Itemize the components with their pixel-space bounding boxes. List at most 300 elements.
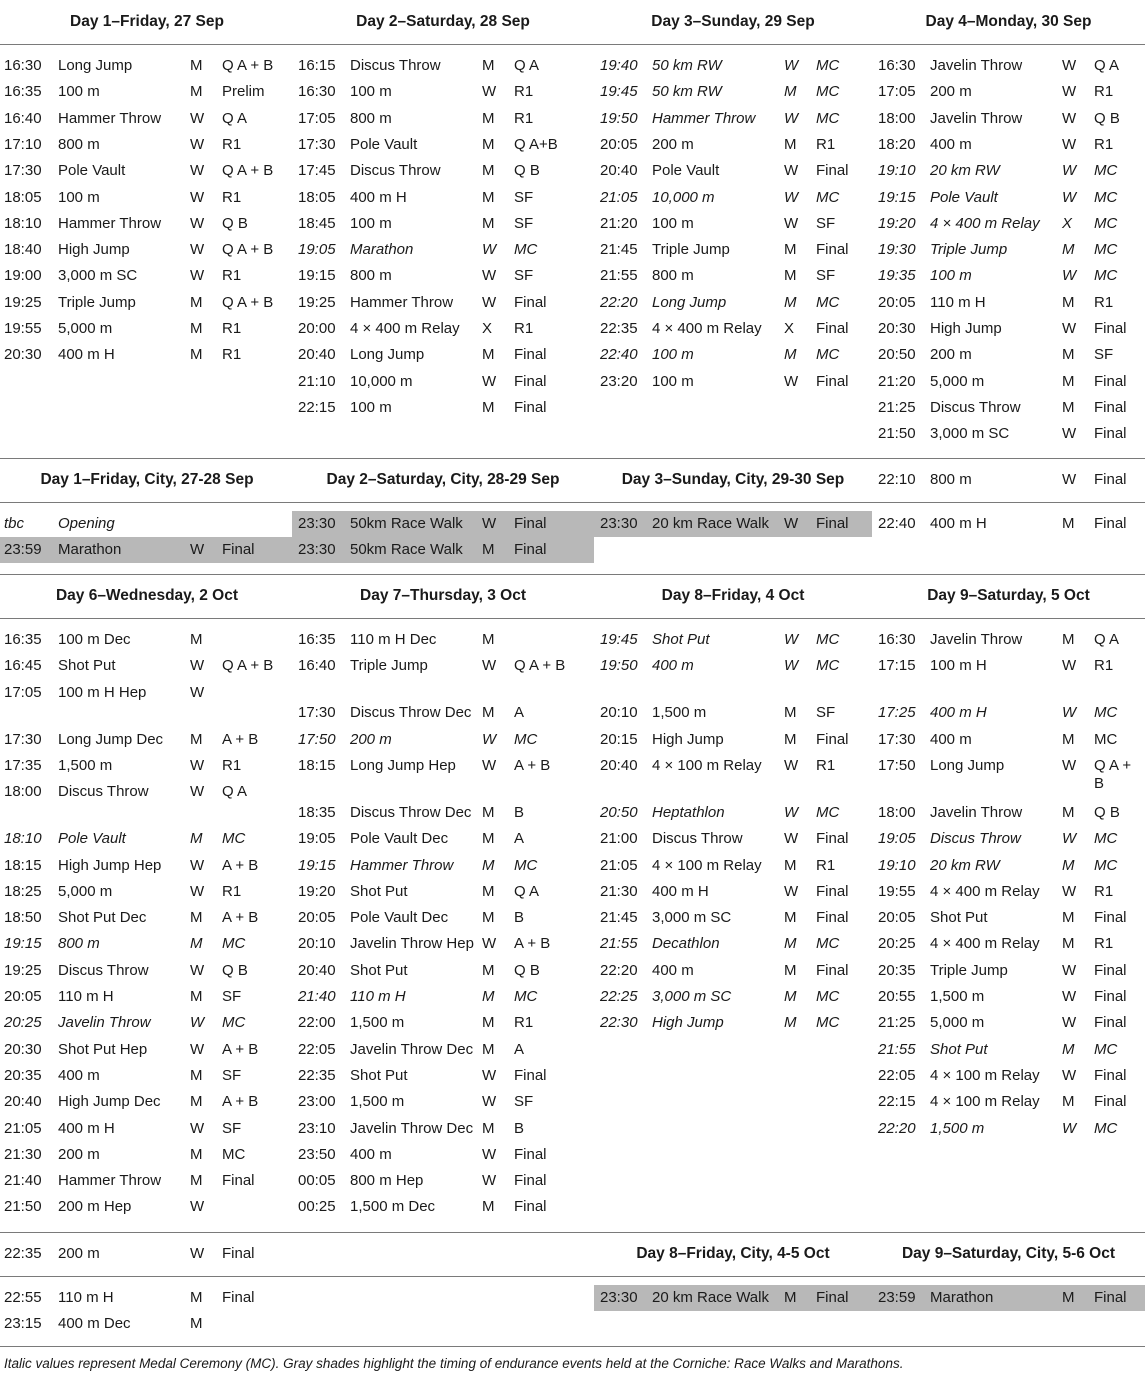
round-cell: R1: [222, 756, 242, 774]
round-cell: MC: [816, 935, 840, 953]
round-cell: B: [514, 803, 525, 821]
gender-cell: M: [784, 346, 797, 364]
time-cell: 20:30: [4, 346, 42, 364]
time-cell: 22:35: [600, 320, 638, 337]
event-cell: Pole Vault: [930, 188, 998, 206]
time-cell: tbc: [4, 515, 25, 532]
table-row: [292, 342, 594, 368]
rule-line: [0, 1346, 1145, 1347]
round-cell: MC: [816, 57, 840, 74]
time-cell: 23:10: [298, 1119, 336, 1137]
day-header: Day 3–Sunday, City, 29-30 Sep: [621, 471, 845, 488]
event-cell: 400 m: [350, 1145, 392, 1163]
table-row: [0, 1116, 294, 1142]
table-row: [292, 958, 594, 984]
gender-cell: W: [190, 1119, 205, 1137]
time-cell: 19:25: [4, 293, 42, 311]
gender-cell: W: [1062, 57, 1077, 74]
time-cell: 16:35: [4, 83, 42, 101]
time-cell: 21:55: [600, 935, 638, 953]
event-cell: Marathon: [58, 541, 122, 559]
time-cell: 19:05: [298, 830, 336, 848]
event-cell: 100 m Dec: [58, 631, 131, 648]
round-cell: SF: [514, 214, 534, 232]
table-row: [0, 316, 294, 342]
table-row: [594, 342, 872, 368]
round-cell: SF: [816, 704, 836, 722]
event-cell: Hammer Throw: [58, 109, 162, 127]
time-cell: 20:50: [600, 803, 638, 821]
gender-cell: M: [190, 320, 203, 337]
gender-cell: W: [482, 657, 497, 675]
table-row: [0, 958, 294, 984]
table-row: [292, 237, 594, 263]
gender-cell: M: [190, 909, 203, 927]
event-cell: 1,500 m: [930, 988, 985, 1005]
event-cell: Shot Put: [58, 657, 116, 675]
day-header: Day 9–Saturday, City, 5-6 Oct: [901, 1245, 1116, 1262]
gender-cell: W: [1062, 1066, 1077, 1084]
gender-cell: W: [190, 783, 205, 801]
gender-cell: W: [1062, 162, 1077, 180]
gender-cell: M: [1062, 803, 1075, 821]
gender-cell: M: [190, 346, 203, 364]
table-row: [292, 1037, 594, 1063]
round-cell: R1: [222, 882, 242, 900]
gender-cell: M: [482, 909, 495, 927]
table-row: [0, 1089, 294, 1115]
gender-cell: M: [482, 1040, 495, 1058]
time-cell: 16:30: [298, 83, 336, 101]
event-cell: Pole Vault: [58, 830, 126, 848]
event-cell: 3,000 m SC: [652, 909, 732, 927]
time-cell: 21:25: [878, 398, 916, 416]
gender-cell: W: [482, 730, 497, 748]
table-row: [292, 1168, 594, 1194]
round-cell: SF: [222, 1119, 242, 1137]
event-cell: Javelin Throw: [58, 1014, 151, 1032]
gender-cell: W: [190, 241, 205, 259]
round-cell: Q B: [1094, 803, 1120, 821]
gender-cell: W: [1062, 471, 1077, 488]
table-row: [292, 1194, 594, 1220]
time-cell: 17:45: [298, 162, 336, 180]
gender-cell: W: [1062, 135, 1077, 153]
round-cell: B: [514, 909, 525, 927]
round-cell: Q A + B: [222, 57, 274, 74]
round-cell: R1: [816, 756, 836, 774]
time-cell: 21:55: [600, 267, 638, 285]
table-row: [594, 653, 872, 700]
event-cell: Discus Throw: [58, 961, 149, 979]
gender-cell: M: [1062, 631, 1075, 648]
table-row: [0, 879, 294, 905]
table-row: [0, 185, 294, 211]
time-cell: 20:15: [600, 730, 638, 748]
round-cell: MC: [222, 830, 246, 848]
round-cell: R1: [1094, 135, 1114, 153]
table-row: [594, 853, 872, 879]
gender-cell: M: [1062, 909, 1075, 927]
time-cell: 20:10: [298, 935, 336, 953]
event-cell: 200 m: [58, 1145, 100, 1163]
round-cell: Final: [816, 320, 849, 337]
time-cell: 20:25: [4, 1014, 42, 1032]
gender-cell: W: [784, 188, 799, 206]
gender-cell: W: [482, 935, 497, 953]
gender-cell: M: [190, 1289, 203, 1306]
round-cell: Final: [514, 1198, 547, 1216]
round-cell: Final: [816, 1289, 849, 1306]
table-row: [0, 779, 294, 826]
time-cell: 21:50: [4, 1198, 42, 1216]
gender-cell: M: [190, 935, 203, 953]
time-cell: 19:15: [878, 188, 916, 206]
round-cell: Final: [816, 241, 849, 259]
gender-cell: W: [784, 657, 799, 675]
round-cell: MC: [816, 346, 840, 364]
table-row: [594, 1285, 872, 1311]
gender-cell: M: [1062, 1093, 1075, 1111]
table-row: [0, 905, 294, 931]
round-cell: A + B: [222, 909, 259, 927]
round-cell: R1: [514, 1014, 534, 1032]
round-cell: R1: [816, 856, 836, 874]
event-cell: Shot Put: [930, 1040, 988, 1058]
event-cell: 4 × 100 m Relay: [930, 1093, 1040, 1111]
round-cell: Q A: [1094, 57, 1120, 74]
table-row: [872, 879, 1145, 905]
round-cell: Q A: [514, 882, 540, 900]
table-row: [872, 1089, 1145, 1115]
time-cell: 23:30: [298, 515, 336, 532]
event-cell: Shot Put: [350, 882, 408, 900]
time-cell: 20:10: [600, 704, 638, 722]
event-cell: 400 m: [930, 730, 972, 748]
event-cell: 100 m: [652, 372, 694, 390]
event-cell: 3,000 m SC: [930, 425, 1010, 443]
table-row: [0, 132, 294, 158]
table-row: [872, 1010, 1145, 1036]
gender-cell: W: [190, 1245, 205, 1262]
gender-cell: W: [190, 657, 205, 675]
event-cell: 10,000 m: [652, 188, 715, 206]
round-cell: R1: [1094, 657, 1114, 675]
event-cell: 400 m H: [58, 1119, 115, 1137]
round-cell: MC: [1094, 241, 1118, 259]
event-cell: 100 m: [652, 214, 694, 232]
table-row: [292, 1142, 594, 1168]
table-row: [872, 316, 1145, 342]
rule-line: [0, 574, 1145, 575]
gender-cell: M: [784, 241, 797, 259]
time-cell: 17:30: [4, 162, 42, 180]
event-cell: 4 × 100 m Relay: [652, 756, 762, 774]
table-row: [594, 627, 872, 653]
gender-cell: M: [190, 1315, 203, 1333]
round-cell: MC: [816, 188, 840, 206]
table-row: [872, 905, 1145, 931]
round-cell: Q A + B: [1094, 756, 1132, 792]
gender-cell: M: [482, 830, 495, 848]
round-cell: Final: [1094, 1093, 1127, 1111]
gender-cell: M: [482, 803, 495, 821]
table-row: [292, 369, 594, 395]
table-row: [872, 1285, 1145, 1311]
table-row: [292, 627, 594, 653]
rule-line: [0, 44, 1145, 45]
event-cell: 800 m: [58, 935, 100, 953]
time-cell: 16:15: [298, 57, 336, 74]
gender-cell: M: [784, 1289, 797, 1306]
event-cell: Hammer Throw: [58, 214, 162, 232]
table-row: [292, 290, 594, 316]
round-cell: MC: [1094, 188, 1118, 206]
time-cell: 22:15: [878, 1093, 916, 1111]
table-row: [594, 79, 872, 105]
table-row: [594, 53, 872, 79]
gender-cell: M: [1062, 372, 1075, 390]
gender-cell: W: [482, 515, 497, 532]
table-row: [872, 106, 1145, 132]
round-cell: Final: [816, 961, 849, 979]
time-cell: 00:05: [298, 1172, 336, 1190]
event-cell: Decathlon: [652, 935, 720, 953]
gender-cell: W: [1062, 267, 1077, 285]
round-cell: R1: [222, 320, 242, 337]
round-cell: Final: [816, 882, 849, 900]
gender-cell: M: [784, 1014, 797, 1032]
round-cell: Final: [514, 1066, 547, 1084]
gender-cell: W: [784, 830, 799, 848]
gender-cell: M: [190, 1145, 203, 1163]
gender-cell: M: [1062, 730, 1075, 748]
gender-cell: W: [1062, 961, 1077, 979]
round-cell: Final: [1094, 961, 1127, 979]
round-cell: Q A + B: [222, 293, 274, 311]
event-cell: 100 m: [350, 83, 392, 101]
gender-cell: W: [482, 1066, 497, 1084]
round-cell: Final: [1094, 320, 1127, 337]
event-cell: 400 m: [652, 961, 694, 979]
time-cell: 18:15: [298, 756, 336, 774]
table-row: [872, 1037, 1145, 1063]
gender-cell: M: [1062, 935, 1075, 953]
gender-cell: M: [482, 988, 495, 1005]
round-cell: R1: [222, 346, 242, 364]
event-cell: 110 m H: [930, 293, 986, 311]
gender-cell: M: [784, 704, 797, 722]
event-cell: 20 km RW: [930, 856, 1000, 874]
time-cell: 18:00: [878, 803, 916, 821]
event-cell: 5,000 m: [930, 372, 985, 390]
time-cell: 19:55: [4, 320, 42, 337]
table-row: [872, 1063, 1145, 1089]
round-cell: A + B: [222, 1093, 259, 1111]
table-row: [872, 800, 1145, 826]
table-row: [292, 879, 594, 905]
time-cell: 22:30: [600, 1014, 638, 1032]
table-row: [292, 79, 594, 105]
event-cell: Discus Throw Dec: [350, 704, 472, 722]
time-cell: 20:05: [878, 909, 916, 927]
table-row: [872, 79, 1145, 105]
time-cell: 19:50: [600, 109, 638, 127]
gender-cell: M: [784, 988, 797, 1005]
round-cell: MC: [816, 803, 840, 821]
time-cell: 17:05: [298, 109, 336, 127]
time-cell: 21:40: [4, 1172, 42, 1190]
time-cell: 00:25: [298, 1198, 336, 1216]
time-cell: 18:15: [4, 856, 42, 874]
gender-cell: W: [1062, 83, 1077, 101]
table-row: [872, 290, 1145, 316]
time-cell: 21:30: [600, 882, 638, 900]
round-cell: MC: [1094, 730, 1118, 748]
round-cell: R1: [222, 135, 242, 153]
table-row: [292, 853, 594, 879]
event-cell: 20 km RW: [930, 162, 1000, 180]
table-row: [594, 727, 872, 753]
event-cell: Discus Throw: [58, 783, 149, 801]
time-cell: 21:00: [600, 830, 638, 848]
time-cell: 19:05: [878, 830, 916, 848]
time-cell: 19:55: [878, 882, 916, 900]
rule-line: [0, 1232, 1145, 1233]
round-cell: Final: [514, 515, 547, 532]
round-cell: MC: [514, 856, 538, 874]
time-cell: 19:40: [600, 57, 638, 74]
gender-cell: W: [784, 214, 799, 232]
table-row: [292, 653, 594, 700]
time-cell: 22:15: [298, 398, 336, 416]
day-header: Day 1–Friday, City, 27-28 Sep: [40, 471, 254, 488]
gender-cell: M: [1062, 856, 1075, 874]
round-cell: SF: [514, 1093, 534, 1111]
event-cell: Javelin Throw Dec: [350, 1119, 474, 1137]
table-row: [0, 1142, 294, 1168]
round-cell: R1: [1094, 882, 1114, 900]
table-row: [0, 79, 294, 105]
time-cell: 21:05: [4, 1119, 42, 1137]
time-cell: 22:05: [298, 1040, 336, 1058]
event-cell: 400 m: [58, 1066, 100, 1084]
event-cell: Shot Put: [350, 961, 408, 979]
round-cell: A + B: [514, 756, 551, 774]
round-cell: Final: [1094, 372, 1127, 390]
table-row: [594, 984, 872, 1010]
table-row: [0, 1168, 294, 1194]
event-cell: 110 m H: [350, 988, 406, 1005]
gender-cell: M: [190, 83, 203, 101]
gender-cell: W: [190, 1014, 205, 1032]
time-cell: 21:10: [298, 372, 336, 390]
gender-cell: W: [1062, 830, 1077, 848]
gender-cell: M: [1062, 1289, 1075, 1306]
gender-cell: W: [1062, 188, 1077, 206]
gender-cell: M: [1062, 293, 1075, 311]
event-cell: Hammer Throw: [652, 109, 756, 127]
event-cell: 800 m: [652, 267, 694, 285]
round-cell: R1: [1094, 935, 1114, 953]
gender-cell: W: [784, 109, 799, 127]
table-row: [594, 826, 872, 852]
time-cell: 23:30: [298, 541, 336, 559]
time-cell: 21:20: [600, 214, 638, 232]
event-cell: 1,500 m: [930, 1119, 985, 1137]
round-cell: Final: [816, 830, 849, 848]
event-cell: 100 m H: [930, 657, 987, 675]
event-cell: High Jump Hep: [58, 856, 162, 874]
round-cell: SF: [514, 188, 534, 206]
time-cell: 17:50: [298, 730, 336, 748]
gender-cell: M: [482, 704, 495, 722]
round-cell: Q A: [222, 783, 248, 801]
table-row: [0, 237, 294, 263]
time-cell: 23:50: [298, 1145, 336, 1163]
gender-cell: W: [1062, 756, 1077, 774]
round-cell: Final: [514, 372, 547, 390]
time-cell: 21:20: [878, 372, 916, 390]
round-cell: Final: [222, 1289, 255, 1306]
round-cell: MC: [1094, 214, 1118, 232]
table-row: [872, 369, 1145, 395]
event-cell: Shot Put: [350, 1066, 408, 1084]
event-cell: Triple Jump: [652, 241, 730, 259]
table-row: [594, 931, 872, 957]
table-row: [0, 290, 294, 316]
table-row: [594, 753, 872, 800]
gender-cell: M: [784, 961, 797, 979]
round-cell: Q B: [222, 961, 248, 979]
table-row: [872, 653, 1145, 700]
event-cell: Triple Jump: [930, 961, 1008, 979]
gender-cell: W: [190, 214, 205, 232]
time-cell: 20:40: [4, 1093, 42, 1111]
round-cell: Q A: [514, 57, 540, 74]
time-cell: 18:05: [298, 188, 336, 206]
table-row: [292, 905, 594, 931]
time-cell: 23:20: [600, 372, 638, 390]
table-row: [0, 1311, 294, 1337]
event-cell: 800 m Hep: [350, 1172, 424, 1190]
event-cell: Discus Throw: [652, 830, 743, 848]
gender-cell: M: [482, 1014, 495, 1032]
time-cell: 23:59: [878, 1289, 916, 1306]
round-cell: Final: [1094, 1066, 1127, 1084]
event-cell: Javelin Throw: [930, 631, 1023, 648]
gender-cell: W: [1062, 882, 1077, 900]
table-row: [292, 132, 594, 158]
event-cell: 100 m: [58, 188, 100, 206]
gender-cell: M: [190, 1066, 203, 1084]
round-cell: R1: [222, 188, 242, 206]
gender-cell: M: [482, 961, 495, 979]
rule-line: [0, 1276, 1145, 1277]
round-cell: MC: [514, 988, 538, 1005]
event-cell: Shot Put: [652, 631, 710, 648]
time-cell: 22:35: [298, 1066, 336, 1084]
round-cell: R1: [816, 135, 836, 153]
event-cell: Javelin Throw: [930, 803, 1023, 821]
table-row: [292, 931, 594, 957]
table-row: [594, 316, 872, 342]
gender-cell: W: [482, 372, 497, 390]
table-row: [872, 700, 1145, 726]
time-cell: 17:50: [878, 756, 916, 774]
gender-cell: M: [190, 730, 203, 748]
time-cell: 19:00: [4, 267, 42, 285]
